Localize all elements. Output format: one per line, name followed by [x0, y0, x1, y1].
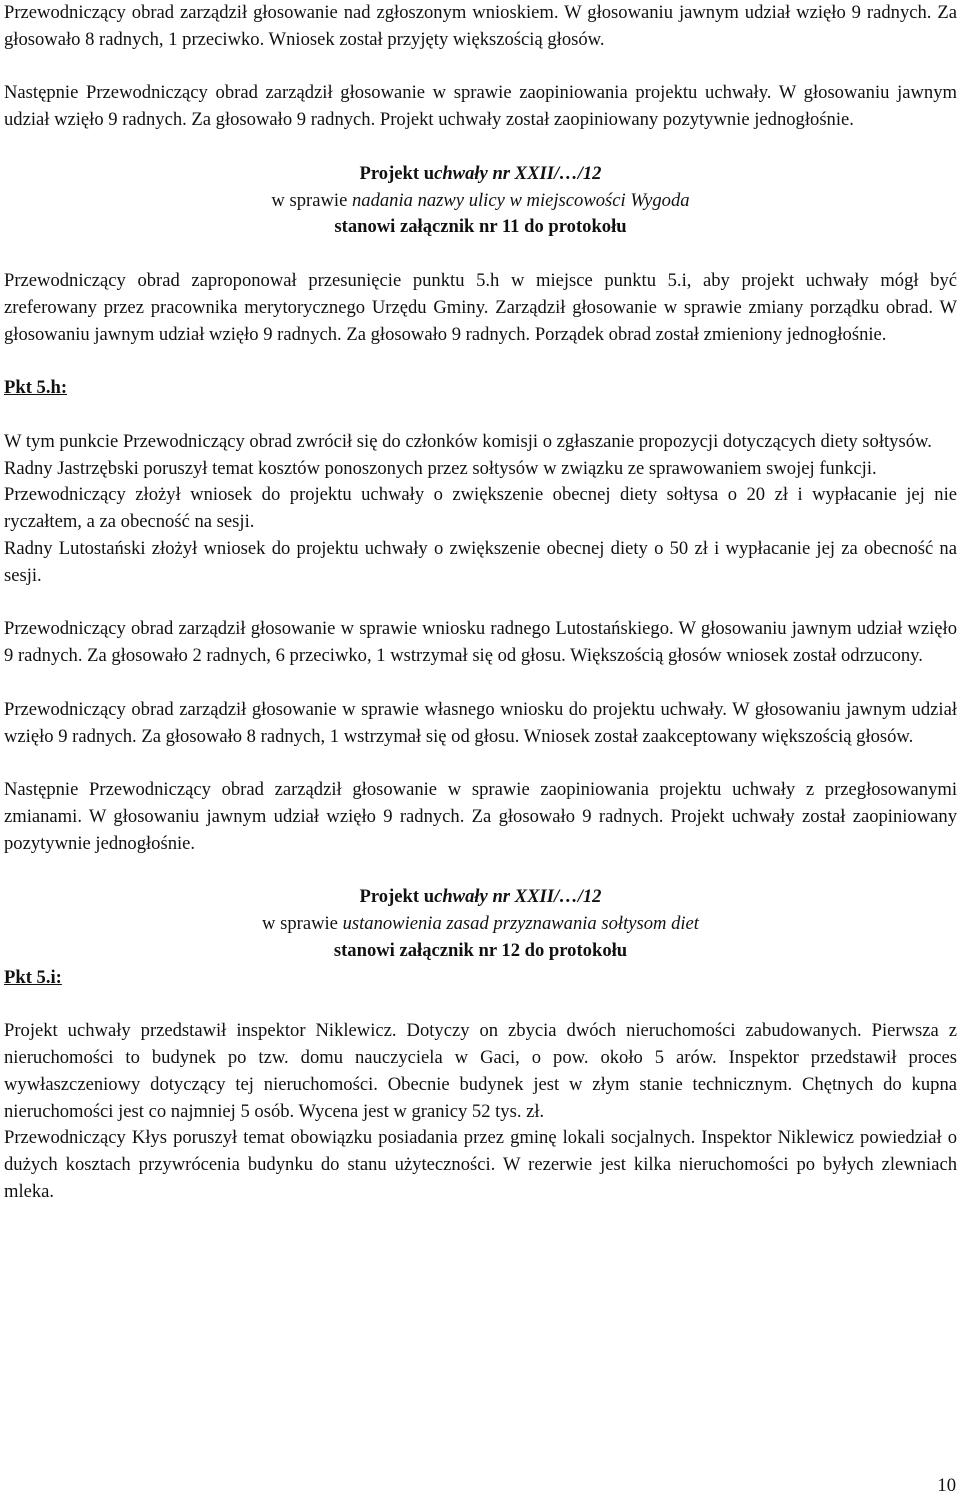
paragraph-agenda-change: Przewodniczący obrad zaproponował przesunięcie punktu 5.h w miejsce punktu 5.i, aby projekt uchwały mógł być zreferowany przez pracownika merytorycznego Urzędu Gminy. Zarządził głosowanie w sprawie zmiany porządku obrad. W głosowaniu jawnym udział wzięło 9 radnych. Za głosowało 9 radnych. Porządek obrad został zmieniony jednogłośnie. — [4, 269, 957, 345]
page-number: 10 — [937, 1475, 956, 1496]
paragraph-niklewicz: Projekt uchwały przedstawił inspektor Niklewicz. Dotyczy on zbycia dwóch nieruchomości zabudowanych. Pierwsza z nieruchomości to budynek po tzw. domu nauczyciela w Gaci, o pow. około 5 arów. Inspektor przedstawił proces wywłaszczeniowy dotyczący tej nieruchomości. Obecnie budynek jest w złym stanie technicznym. Chętnych do kupna nieruchomości jest co najmniej 5 osób. Wycena jest w granicy 52 tys. zł. — [4, 1020, 957, 1122]
document-page — [4, 0, 957, 1206]
spacer — [4, 991, 957, 1018]
project-heading-2 — [4, 884, 957, 964]
paragraph-vote-lutostanski: Przewodniczący obrad zarządził głosowanie w sprawie wniosku radnego Lutostańskiego. W głosowaniu jawnym udział wzięło 9 radnych. Za głosowało 2 radnych, 6 przeciwko, 1 wstrzymał się od głosu. Większością głosów wniosek został odrzucony. — [4, 618, 957, 667]
project-title: Projekt uchwały nr XXII/…/12 — [359, 886, 602, 908]
project-title: Projekt uchwały nr XXII/…/12 — [359, 162, 602, 184]
paragraph-jastrzebski: Radny Jastrzębski poruszył temat kosztów ponoszonych przez sołtysów w związku ze sprawowaniem swojej funkcji. — [4, 457, 877, 479]
section-heading-5i: Pkt 5.i: — [4, 966, 62, 988]
spacer — [4, 750, 957, 777]
spacer — [4, 670, 957, 697]
spacer — [4, 590, 957, 617]
spacer — [4, 54, 957, 81]
paragraph-vote-opinion: Następnie Przewodniczący obrad zarządził głosowanie w sprawie zaopiniowania projektu uchwały. W głosowaniu jawnym udział wzięło 9 radnych. Za głosowało 9 radnych. Projekt uchwały został zaopiniowany pozytywnie jednogłośnie. — [4, 82, 957, 131]
spacer — [4, 858, 957, 885]
section-heading-5h: Pkt 5.h: — [4, 377, 68, 399]
project-attachment: stanowi załącznik nr 11 do protokołu — [334, 216, 627, 238]
paragraph-diet-proposals: W tym punkcie Przewodniczący obrad zwrócił się do członków komisji o zgłaszanie propozycji dotyczących diety sołtysów. — [4, 430, 932, 452]
paragraph-vote-final: Następnie Przewodniczący obrad zarządził głosowanie w sprawie zaopiniowania projektu uchwały z przegłosowanymi zmianami. W głosowaniu jawnym udział wzięło 9 radnych. Za głosowało 9 radnych. Projekt uchwały został zaopiniowany pozytywnie jednogłośnie. — [4, 779, 957, 854]
paragraph-klys: Przewodniczący Kłys poruszył temat obowiązku posiadania przez gminę lokali socjalnych. Inspektor Niklewicz powiedział o dużych kosztach przywrócenia budynku do stanu użyteczności. W rezerwie jest kilka nieruchomości po byłych zlewniach mleka. — [4, 1127, 957, 1203]
project-block-2 — [4, 884, 957, 991]
spacer — [4, 402, 957, 429]
paragraph-lutostanski: Radny Lutostański złożył wniosek do projektu uchwały o zwiększenie obecnej diety o 50 zł i wypłacanie jej za obecność na sesji. — [4, 537, 957, 586]
project-subject: w sprawie nadania nazwy ulicy w miejscowości Wygoda — [271, 189, 690, 211]
project-subject: w sprawie ustanowienia zasad przyznawania sołtysom diet — [262, 913, 699, 935]
paragraph-vote-chair: Przewodniczący obrad zarządził głosowanie w sprawie własnego wniosku do projektu uchwały. W głosowaniu jawnym udział wzięło 9 radnych. Za głosowało 8 radnych, 1 wstrzymał się od głosu. Wniosek został zaakceptowany większością głosów. — [4, 698, 957, 747]
spacer — [4, 134, 957, 161]
project-attachment: stanowi załącznik nr 12 do protokołu — [333, 939, 628, 961]
paragraph-vote-motion: Przewodniczący obrad zarządził głosowanie nad zgłoszonym wnioskiem. W głosowaniu jawnym udział wzięło 9 radnych. Za głosowało 8 radnych, 1 przeciwko. Wniosek został przyjęty większością głosów. — [4, 2, 957, 50]
paragraph-chair-motion: Przewodniczący złożył wniosek do projektu uchwały o zwiększenie obecnej diety sołtysa o 20 zł i wypłacanie jej nie ryczałtem, a za obecność na sesji. — [4, 484, 957, 533]
spacer — [4, 348, 957, 375]
spacer — [4, 241, 957, 268]
project-heading-1 — [4, 161, 957, 241]
